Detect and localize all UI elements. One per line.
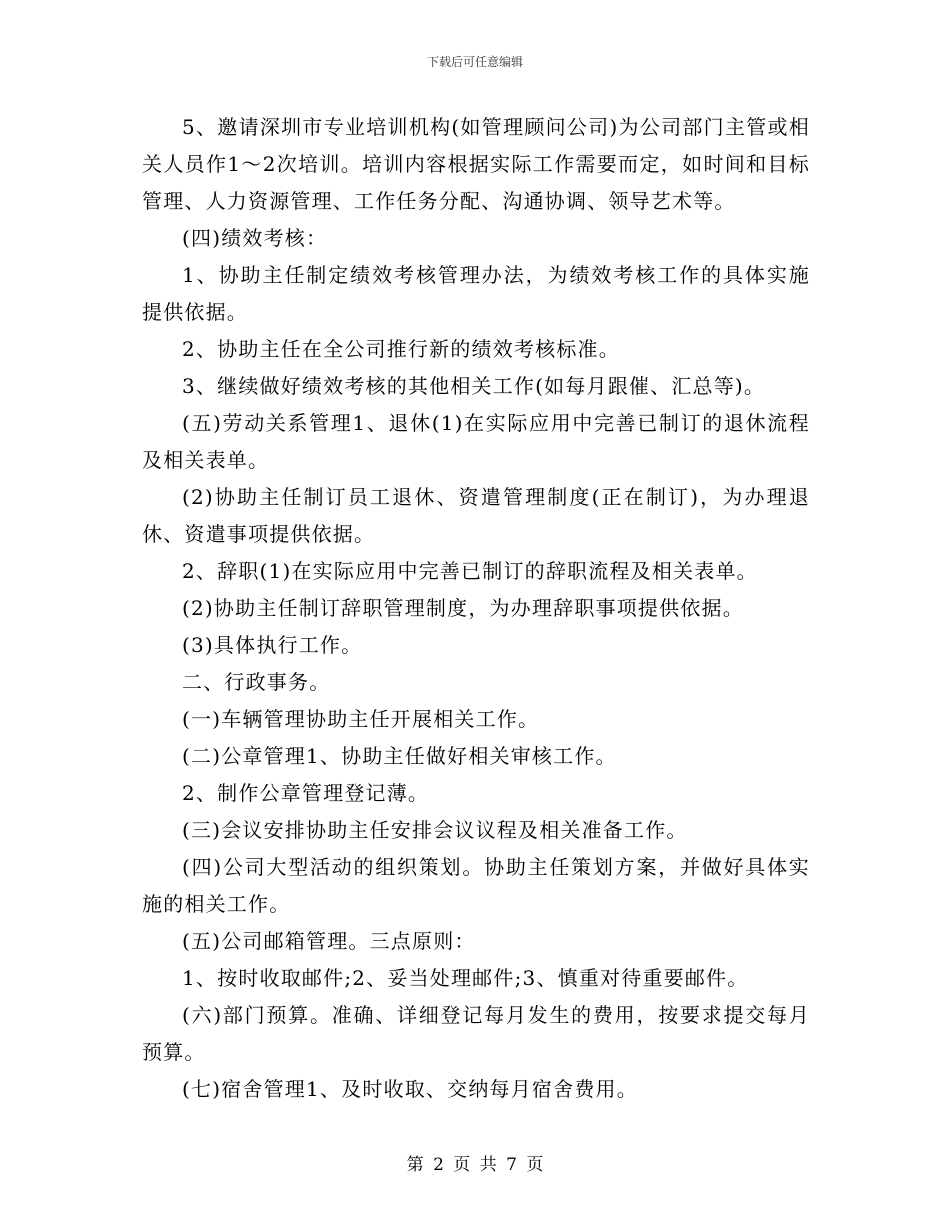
paragraph: (一)车辆管理协助主任开展相关工作。 bbox=[182, 707, 540, 731]
header-note: 下载后可任意编辑 bbox=[426, 55, 523, 69]
paragraph: 1、协助主任制定绩效考核管理办法，为绩效考核工作的具体实施提供依据。 bbox=[142, 263, 810, 324]
paragraph: (六)部门预算。准确、详细登记每月发生的费用，按要求提交每月预算。 bbox=[142, 1003, 810, 1064]
paragraph: (二)公章管理1、协助主任做好相关审核工作。 bbox=[182, 744, 617, 768]
paragraph: (3)具体执行工作。 bbox=[182, 633, 363, 657]
document-body bbox=[142, 109, 810, 1108]
paragraph: (2)协助主任制订员工退休、资遣管理制度(正在制订)，为办理退休、资遣事项提供依据。 bbox=[142, 485, 810, 546]
paragraph: (五)劳动关系管理1、退休(1)在实际应用中完善已制订的退休流程及相关表单。 bbox=[142, 411, 810, 472]
page-number-footer: 第 2 页 共 7 页 bbox=[406, 1155, 544, 1175]
paragraph: 5、邀请深圳市专业培训机构(如管理顾问公司)为公司部门主管或相关人员作1～2次培训。培训内容根据实际工作需要而定，如时间和目标管理、人力资源管理、工作任务分配、沟通协调、领导艺术等。 bbox=[142, 115, 810, 213]
paragraph: (四)公司大型活动的组织策划。协助主任策划方案，并做好具体实施的相关工作。 bbox=[142, 855, 810, 916]
paragraph: (七)宿舍管理1、及时收取、交纳每月宿舍费用。 bbox=[182, 1077, 638, 1101]
section-heading: (四)绩效考核： bbox=[182, 226, 328, 250]
paragraph: 2、协助主任在全公司推行新的绩效考核标准。 bbox=[182, 337, 620, 361]
paragraph: (五)公司邮箱管理。三点原则： bbox=[182, 929, 476, 953]
paragraph: 3、继续做好绩效考核的其他相关工作(如每月跟催、汇总等)。 bbox=[182, 374, 766, 398]
paragraph: (三)会议安排协助主任安排会议议程及相关准备工作。 bbox=[182, 818, 688, 842]
paragraph: 2、辞职(1)在实际应用中完善已制订的辞职流程及相关表单。 bbox=[182, 559, 758, 583]
paragraph: 2、制作公章管理登记薄。 bbox=[182, 781, 430, 805]
section-heading: 二、行政事务。 bbox=[182, 670, 331, 694]
paragraph: 1、按时收取邮件;2、妥当处理邮件;3、慎重对待重要邮件。 bbox=[182, 966, 749, 990]
paragraph: (2)协助主任制订辞职管理制度，为办理辞职事项提供依据。 bbox=[182, 596, 744, 620]
